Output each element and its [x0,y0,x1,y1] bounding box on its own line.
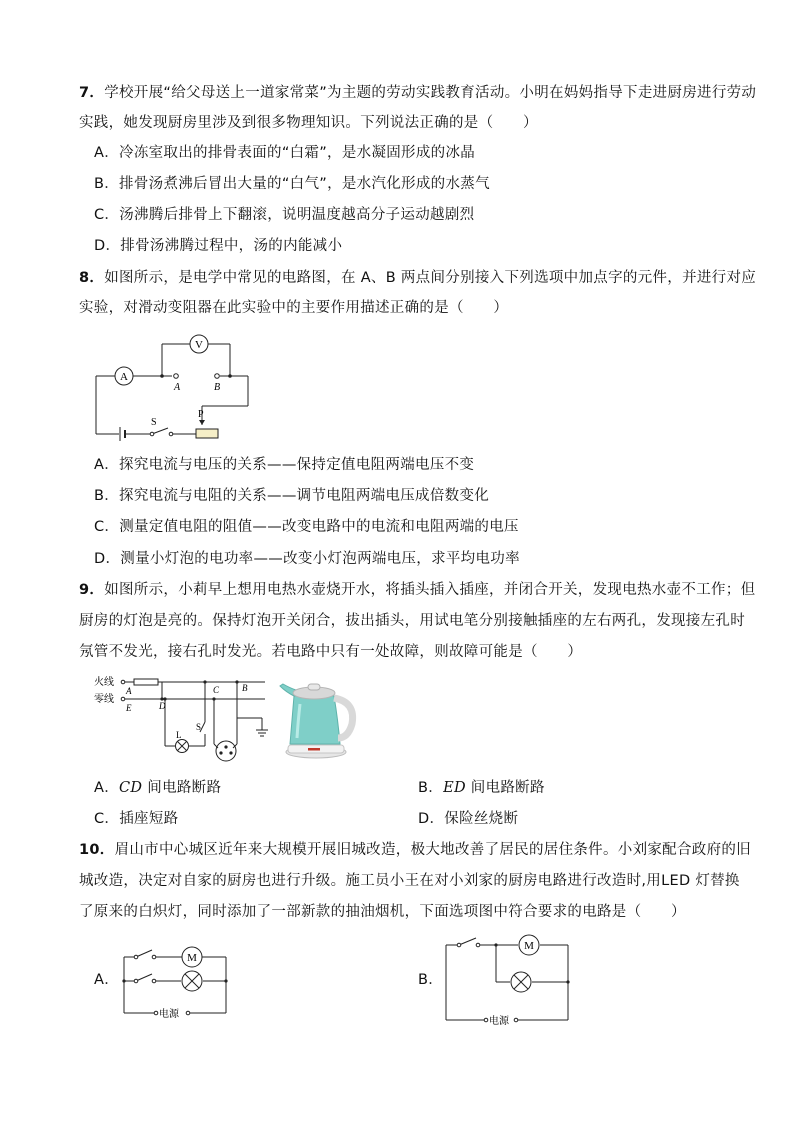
q7-option-c[interactable]: C．汤沸腾后排骨上下翻滚，说明温度越高分子运动越剧烈 [94,207,475,223]
label-s: S [196,722,202,732]
label-e: E [126,703,132,713]
q10-stem-line1: 10．眉山市中心城区近年来大规模开展旧城改造，极大地改善了居民的居住条件。小刘家配合政府的旧 [79,842,751,858]
q8-stem-line2: 实验，对滑动变阻器在此实验中的主要作用描述正确的是（ ） [79,300,509,316]
voltmeter-icon [190,335,208,353]
q9-number: 9． [79,582,105,598]
svg-text:A: A [120,371,128,383]
motor-icon [182,947,202,967]
q8-option-b[interactable]: B．探究电流与电阻的关系——调节电阻两端电压成倍数变化 [94,488,490,504]
svg-text:M: M [524,940,534,952]
q10-option-b-label[interactable]: B． [418,972,444,988]
neutral-wire-label: 零线 [94,694,114,705]
q9-stem-line2: 厨房的灯泡是亮的。保持灯泡开关闭合，拔出插头，用试电笔分别接触插座的左右两孔，发现接左孔时 [79,613,745,629]
label-c: C [213,685,220,695]
q7-option-b[interactable]: B．排骨汤煮沸后冒出大量的“白气”，是水汽化形成的水蒸气 [94,176,490,192]
label-d: D [159,701,166,711]
q9-option-c[interactable]: C．插座短路 [94,811,179,827]
terminal-b [215,374,220,379]
lamp-icon [176,740,189,753]
slider-label: P [198,409,204,420]
q8-option-a[interactable]: A．探究电流与电压的关系——保持定值电阻两端电压不变 [94,457,475,473]
q7-stem-line1: 7．学校开展“给父母送上一道家常菜”为主题的劳动实践教育活动。小明在妈妈指导下走进厨房进行劳动 [79,85,757,101]
label-b: B [242,683,248,693]
q7-stem-line2: 实践，她发现厨房里涉及到很多物理知识。下列说法正确的是（ ） [79,115,538,131]
rheostat-icon [196,420,218,438]
live-wire-label: 火线 [94,677,114,688]
q10-option-a-label[interactable]: A． [94,972,120,988]
lamp-icon [182,971,202,991]
q9-household-circuit-diagram [90,674,275,764]
q9-option-a[interactable]: A．CD 间电路断路 [94,780,222,796]
q7-option-a[interactable]: A．冷冻室取出的排骨表面的“白霜”，是水凝固形成的冰晶 [94,145,476,161]
switch-icon [150,432,173,436]
label-a: A [126,686,132,696]
terminal-a-label: A [174,382,181,393]
q10-stem-line2: 城改造，决定对自家的厨房也进行升级。施工员小王在对小刘家的厨房电路进行改造时,用LED 灯替换 [79,873,740,889]
electric-kettle-icon [278,676,360,762]
q10-option-b-circuit [442,928,572,1032]
ammeter-icon [115,367,133,385]
power-source-label: 电源 [159,1009,179,1020]
svg-text:V: V [195,339,203,351]
q9-stem-line1: 9．如图所示，小莉早上想用电热水壶烧开水，将插头插入插座，并闭合开关，发现电热水壶不工作；但 [79,582,756,598]
svg-text:M: M [187,952,197,964]
q8-circuit-diagram [90,332,260,442]
q10-option-a-circuit [118,936,230,1026]
q7-option-d[interactable]: D．排骨汤沸腾过程中，汤的内能减小 [94,238,343,254]
q10-stem-line3: 了原来的白炽灯，同时添加了一部新款的抽油烟机，下面选项图中符合要求的电路是（ ） [79,904,686,920]
q9-option-d[interactable]: D．保险丝烧断 [418,811,519,827]
q9-stem-line3: 氖管不发光，接右孔时发光。若电路中只有一处故障，则故障可能是（ ） [79,644,583,660]
battery-icon [120,427,125,441]
terminal-b-label: B [214,382,221,393]
fuse-icon [134,679,158,685]
q8-option-d[interactable]: D．测量小灯泡的电功率——改变小灯泡两端电压，求平均电功率 [94,551,520,567]
terminal-a [174,374,179,379]
power-source-label: 电源 [489,1016,509,1027]
motor-icon [519,935,539,955]
q9-option-b[interactable]: B．ED 间电路断路 [418,780,545,796]
q8-option-c[interactable]: C．测量定值电阻的阻值——改变电路中的电流和电阻两端的电压 [94,519,519,535]
q7-number: 7． [79,85,105,101]
q8-number: 8． [79,270,105,286]
q10-number: 10． [79,842,115,858]
q8-stem-line1: 8．如图所示，是电学中常见的电路图，在 A、B 两点间分别接入下列选项中加点字的元件，并进行对应 [79,270,757,286]
lamp-icon [511,972,531,992]
switch-label: S [151,417,157,428]
socket-icon [214,741,237,761]
label-l: L [176,730,182,740]
